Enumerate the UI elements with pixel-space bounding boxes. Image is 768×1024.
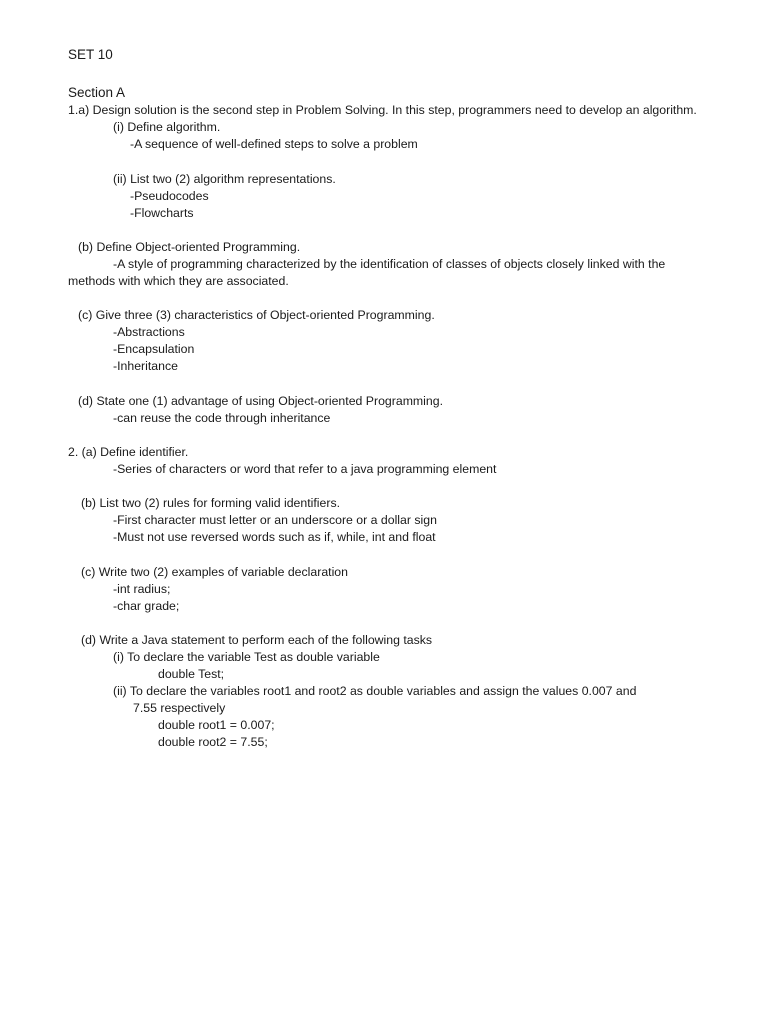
q2d-prompt: (d) Write a Java statement to perform each of the following tasks <box>81 633 433 647</box>
q1a-ii-prompt: (ii) List two (2) algorithm representations. <box>113 172 336 186</box>
q2b-answer: -Must not use reversed words such as if, while, int and float <box>113 530 436 544</box>
q2d-ii-prompt: (ii) To declare the variables root1 and root2 as double variables and assign the values 0.007 and <box>113 684 637 698</box>
q2b-prompt: (b) List two (2) rules for forming valid identifiers. <box>81 496 341 510</box>
q2d-ii-prompt: 7.55 respectively <box>133 701 226 715</box>
q1b-prompt: (b) Define Object-oriented Programming. <box>78 240 301 254</box>
q2c-answer: -int radius; <box>113 582 171 596</box>
document-title: SET 10 <box>68 47 113 62</box>
q2d-i-code: double Test; <box>158 667 225 681</box>
q1c-answer: -Abstractions <box>113 325 185 339</box>
q2a-answer: -Series of characters or word that refer to a java programming element <box>113 462 497 476</box>
q1c-answer: -Inheritance <box>113 359 178 373</box>
q2a-prompt: 2. (a) Define identifier. <box>68 445 189 459</box>
q1a-stem: 1.a) Design solution is the second step in Problem Solving. In this step, programmers need to develop an algorithm. <box>68 103 697 117</box>
q1d-answer: -can reuse the code through inheritance <box>113 411 331 425</box>
q1c-prompt: (c) Give three (3) characteristics of Object-oriented Programming. <box>78 308 435 322</box>
q1a-i-prompt: (i) Define algorithm. <box>113 120 221 134</box>
q1c-answer: -Encapsulation <box>113 342 195 356</box>
q2d-i-prompt: (i) To declare the variable Test as double variable <box>113 650 380 664</box>
q1a-ii-answer: -Pseudocodes <box>130 189 209 203</box>
q2d-ii-code: double root2 = 7.55; <box>158 735 268 749</box>
q2d-ii-code: double root1 = 0.007; <box>158 718 275 732</box>
q2c-prompt: (c) Write two (2) examples of variable declaration <box>81 565 348 579</box>
q1a-i-answer: -A sequence of well-defined steps to solve a problem <box>130 137 418 151</box>
q2c-answer: -char grade; <box>113 599 180 613</box>
q1b-answer: -A style of programming characterized by the identification of classes of objects closely linked with the <box>113 257 666 271</box>
q1b-answer: methods with which they are associated. <box>68 274 289 288</box>
q1a-ii-answer: -Flowcharts <box>130 206 194 220</box>
section-heading: Section A <box>68 85 126 100</box>
q2b-answer: -First character must letter or an underscore or a dollar sign <box>113 513 437 527</box>
q1d-prompt: (d) State one (1) advantage of using Object-oriented Programming. <box>78 394 444 408</box>
